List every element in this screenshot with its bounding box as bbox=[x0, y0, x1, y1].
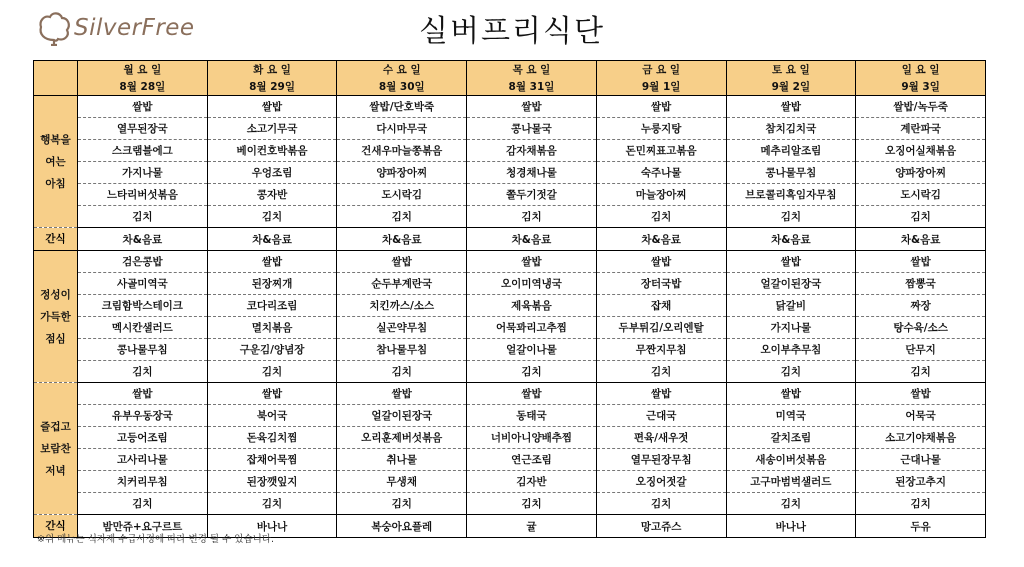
dish-cell: 유부우동장국 bbox=[78, 405, 208, 427]
dish-cell: 쌀밥 bbox=[596, 383, 726, 405]
dish-cell: 연근조림 bbox=[467, 449, 597, 471]
meal-label-line: 행복을 bbox=[40, 133, 71, 146]
dish-cell: 된장찌개 bbox=[207, 273, 337, 295]
dish-cell: 바나나 bbox=[207, 515, 337, 538]
dish-cell: 짬뽕국 bbox=[856, 273, 986, 295]
breakfast-row bbox=[34, 162, 986, 184]
day-header: 금 요 일 bbox=[596, 61, 726, 79]
dish-cell: 다시마무국 bbox=[337, 118, 467, 140]
dish-cell: 스크램블에그 bbox=[78, 140, 208, 162]
dinner-row bbox=[34, 427, 986, 449]
meal-label-snack2: 간식 bbox=[34, 515, 78, 538]
date-header: 9월 2일 bbox=[726, 78, 856, 96]
lunch-row bbox=[34, 295, 986, 317]
dish-cell: 두부튀김/오리엔탈 bbox=[596, 317, 726, 339]
dish-cell: 메추리알조림 bbox=[726, 140, 856, 162]
dish-cell: 참치김치국 bbox=[726, 118, 856, 140]
dish-cell: 구운김/양념장 bbox=[207, 339, 337, 361]
dish-cell: 김치 bbox=[337, 493, 467, 515]
dish-cell: 차&음료 bbox=[78, 228, 208, 251]
dish-cell: 복숭아요플레 bbox=[337, 515, 467, 538]
meal-label-line: 정성이 bbox=[40, 288, 71, 301]
menu-table bbox=[33, 60, 986, 538]
dish-cell: 양파장아찌 bbox=[856, 162, 986, 184]
dish-cell: 쌀밥 bbox=[726, 251, 856, 273]
dish-cell: 얼갈이된장국 bbox=[726, 273, 856, 295]
day-header-row bbox=[34, 61, 986, 79]
dish-cell: 쌀밥 bbox=[467, 251, 597, 273]
dish-cell: 차&음료 bbox=[337, 228, 467, 251]
dish-cell: 김자반 bbox=[467, 471, 597, 493]
dish-cell: 차&음료 bbox=[726, 228, 856, 251]
dish-cell: 무짠지무침 bbox=[596, 339, 726, 361]
dish-cell: 느타리버섯볶음 bbox=[78, 184, 208, 206]
dish-cell: 고구마범벅샐러드 bbox=[726, 471, 856, 493]
dish-cell: 된장고추지 bbox=[856, 471, 986, 493]
dish-cell: 김치 bbox=[596, 361, 726, 383]
date-header-row bbox=[34, 78, 986, 96]
dish-cell: 김치 bbox=[78, 361, 208, 383]
dish-cell: 쫄두기젓갈 bbox=[467, 184, 597, 206]
dish-cell: 잡채어묵찜 bbox=[207, 449, 337, 471]
dish-cell: 쌀밥 bbox=[467, 383, 597, 405]
meal-label-snack1: 간식 bbox=[34, 228, 78, 251]
lunch-row bbox=[34, 251, 986, 273]
dish-cell: 김치 bbox=[337, 361, 467, 383]
date-header: 9월 3일 bbox=[856, 78, 986, 96]
dish-cell: 쌀밥 bbox=[467, 96, 597, 118]
dish-cell: 북어국 bbox=[207, 405, 337, 427]
dish-cell: 갈치조림 bbox=[726, 427, 856, 449]
dish-cell: 제육볶음 bbox=[467, 295, 597, 317]
dish-cell: 청경채나물 bbox=[467, 162, 597, 184]
dinner-row bbox=[34, 471, 986, 493]
lunch-row bbox=[34, 273, 986, 295]
breakfast-row bbox=[34, 118, 986, 140]
meal-label-line: 즐겁고 bbox=[40, 420, 71, 433]
date-header: 8월 30일 bbox=[337, 78, 467, 96]
dish-cell: 얼갈이나물 bbox=[467, 339, 597, 361]
dish-cell: 멸치볶음 bbox=[207, 317, 337, 339]
dish-cell: 소고기야채볶음 bbox=[856, 427, 986, 449]
meal-label-line: 보람찬 bbox=[40, 442, 71, 455]
dish-cell: 소고기무국 bbox=[207, 118, 337, 140]
date-header: 9월 1일 bbox=[596, 78, 726, 96]
dish-cell: 열무된장무침 bbox=[596, 449, 726, 471]
dish-cell: 김치 bbox=[207, 493, 337, 515]
dish-cell: 콩나물무침 bbox=[726, 162, 856, 184]
dish-cell: 김치 bbox=[856, 206, 986, 228]
dish-cell: 크림함박스테이크 bbox=[78, 295, 208, 317]
dish-cell: 새송이버섯볶음 bbox=[726, 449, 856, 471]
dish-cell: 콩자반 bbox=[207, 184, 337, 206]
dish-cell: 김치 bbox=[467, 206, 597, 228]
day-header: 수 요 일 bbox=[337, 61, 467, 79]
dish-cell: 두유 bbox=[856, 515, 986, 538]
day-header: 일 요 일 bbox=[856, 61, 986, 79]
dish-cell: 바나나 bbox=[726, 515, 856, 538]
dish-cell: 탕수육/소스 bbox=[856, 317, 986, 339]
footnote: ※위 메뉴는 식자재 수급사정에 따라 변경 될 수 있습니다. bbox=[37, 534, 275, 545]
dinner-row bbox=[34, 449, 986, 471]
dish-cell: 차&음료 bbox=[467, 228, 597, 251]
dish-cell: 쌀밥 bbox=[856, 251, 986, 273]
dish-cell: 단무지 bbox=[856, 339, 986, 361]
day-header: 토 요 일 bbox=[726, 61, 856, 79]
dish-cell: 오리훈제버섯볶음 bbox=[337, 427, 467, 449]
dish-cell: 도시락김 bbox=[337, 184, 467, 206]
dish-cell: 멕시칸샐러드 bbox=[78, 317, 208, 339]
dish-cell: 쌀밥 bbox=[207, 96, 337, 118]
dish-cell: 계란파국 bbox=[856, 118, 986, 140]
dish-cell: 김치 bbox=[78, 493, 208, 515]
dish-cell: 김치 bbox=[856, 493, 986, 515]
lunch-row bbox=[34, 339, 986, 361]
dish-cell: 검은콩밥 bbox=[78, 251, 208, 273]
dish-cell: 김치 bbox=[726, 493, 856, 515]
dish-cell: 사골미역국 bbox=[78, 273, 208, 295]
meal-label-line: 아침 bbox=[45, 177, 66, 190]
dish-cell: 오이부추무침 bbox=[726, 339, 856, 361]
dish-cell: 누룽지탕 bbox=[596, 118, 726, 140]
dish-cell: 얼갈이된장국 bbox=[337, 405, 467, 427]
dish-cell: 김치 bbox=[467, 361, 597, 383]
breakfast-row bbox=[34, 184, 986, 206]
dish-cell: 쌀밥 bbox=[726, 383, 856, 405]
corner-cell bbox=[34, 78, 78, 96]
dish-cell: 감자채볶음 bbox=[467, 140, 597, 162]
breakfast-row bbox=[34, 140, 986, 162]
dish-cell: 밤만쥬+요구르트 bbox=[78, 515, 208, 538]
dish-cell: 무생채 bbox=[337, 471, 467, 493]
snack1-row bbox=[34, 228, 986, 251]
dish-cell: 치킨까스/소스 bbox=[337, 295, 467, 317]
dish-cell: 김치 bbox=[337, 206, 467, 228]
dish-cell: 베이컨호박볶음 bbox=[207, 140, 337, 162]
meal-label-lunch bbox=[34, 251, 78, 383]
meal-label-breakfast bbox=[34, 96, 78, 228]
dish-cell: 쌀밥 bbox=[856, 383, 986, 405]
dish-cell: 망고쥬스 bbox=[596, 515, 726, 538]
dish-cell: 쌀밥 bbox=[596, 96, 726, 118]
meal-label-line: 여는 bbox=[45, 155, 66, 168]
dish-cell: 취나물 bbox=[337, 449, 467, 471]
meal-label-dinner bbox=[34, 383, 78, 515]
corner-cell bbox=[34, 61, 78, 79]
dish-cell: 잡채 bbox=[596, 295, 726, 317]
date-header: 8월 28일 bbox=[78, 78, 208, 96]
dish-cell: 브로콜리흑임자무침 bbox=[726, 184, 856, 206]
dish-cell: 참나물무침 bbox=[337, 339, 467, 361]
dish-cell: 어묵국 bbox=[856, 405, 986, 427]
dish-cell: 김치 bbox=[207, 361, 337, 383]
dish-cell: 도시락김 bbox=[856, 184, 986, 206]
breakfast-row bbox=[34, 96, 986, 118]
dish-cell: 편육/새우젓 bbox=[596, 427, 726, 449]
lunch-row bbox=[34, 361, 986, 383]
date-header: 8월 29일 bbox=[207, 78, 337, 96]
dish-cell: 김치 bbox=[78, 206, 208, 228]
dish-cell: 김치 bbox=[726, 361, 856, 383]
dish-cell: 김치 bbox=[726, 206, 856, 228]
dish-cell: 가지나물 bbox=[726, 317, 856, 339]
dish-cell: 쌀밥 bbox=[337, 383, 467, 405]
day-header: 화 요 일 bbox=[207, 61, 337, 79]
dish-cell: 된장깻잎지 bbox=[207, 471, 337, 493]
dish-cell: 쌀밥 bbox=[207, 251, 337, 273]
dish-cell: 쌀밥 bbox=[596, 251, 726, 273]
dish-cell: 열무된장국 bbox=[78, 118, 208, 140]
dish-cell: 어묵꽈리고추찜 bbox=[467, 317, 597, 339]
dish-cell: 고사리나물 bbox=[78, 449, 208, 471]
dish-cell: 김치 bbox=[467, 493, 597, 515]
dish-cell: 동태국 bbox=[467, 405, 597, 427]
meal-label-line: 가득한 bbox=[40, 310, 71, 323]
meal-label-line: 점심 bbox=[45, 332, 66, 345]
page-title: 실버프리식단 bbox=[419, 14, 605, 49]
dish-cell: 쌀밥 bbox=[726, 96, 856, 118]
dish-cell: 돈민찌표고볶음 bbox=[596, 140, 726, 162]
dish-cell: 치커리무침 bbox=[78, 471, 208, 493]
dish-cell: 돈육김치찜 bbox=[207, 427, 337, 449]
day-header: 월 요 일 bbox=[78, 61, 208, 79]
dish-cell: 근대나물 bbox=[856, 449, 986, 471]
dish-cell: 차&음료 bbox=[207, 228, 337, 251]
dish-cell: 미역국 bbox=[726, 405, 856, 427]
dinner-row bbox=[34, 405, 986, 427]
day-header: 목 요 일 bbox=[467, 61, 597, 79]
dish-cell: 김치 bbox=[596, 493, 726, 515]
dish-cell: 너비아니양배추찜 bbox=[467, 427, 597, 449]
dish-cell: 오이미역냉국 bbox=[467, 273, 597, 295]
lunch-row bbox=[34, 317, 986, 339]
dish-cell: 김치 bbox=[207, 206, 337, 228]
dish-cell: 오징어젓갈 bbox=[596, 471, 726, 493]
dish-cell: 쌀밥 bbox=[78, 383, 208, 405]
dish-cell: 차&음료 bbox=[596, 228, 726, 251]
dish-cell: 건새우마늘쫑볶음 bbox=[337, 140, 467, 162]
dish-cell: 양파장아찌 bbox=[337, 162, 467, 184]
breakfast-row bbox=[34, 206, 986, 228]
dish-cell: 숙주나물 bbox=[596, 162, 726, 184]
dish-cell: 쌀밥/녹두죽 bbox=[856, 96, 986, 118]
dish-cell: 실곤약무침 bbox=[337, 317, 467, 339]
dinner-row bbox=[34, 383, 986, 405]
dish-cell: 닭갈비 bbox=[726, 295, 856, 317]
dish-cell: 우엉조림 bbox=[207, 162, 337, 184]
dish-cell: 가지나물 bbox=[78, 162, 208, 184]
dish-cell: 고등어조림 bbox=[78, 427, 208, 449]
dish-cell: 짜장 bbox=[856, 295, 986, 317]
dish-cell: 쌀밥 bbox=[78, 96, 208, 118]
dish-cell: 마늘장아찌 bbox=[596, 184, 726, 206]
dish-cell: 오징어실채볶음 bbox=[856, 140, 986, 162]
dish-cell: 김치 bbox=[596, 206, 726, 228]
dish-cell: 장터국밥 bbox=[596, 273, 726, 295]
dish-cell: 근대국 bbox=[596, 405, 726, 427]
meal-label-line: 저녁 bbox=[45, 464, 66, 477]
dish-cell: 김치 bbox=[856, 361, 986, 383]
header bbox=[0, 0, 1024, 58]
dish-cell: 콩나물무침 bbox=[78, 339, 208, 361]
dish-cell: 순두부계란국 bbox=[337, 273, 467, 295]
dish-cell: 쌀밥 bbox=[207, 383, 337, 405]
dish-cell: 귤 bbox=[467, 515, 597, 538]
logo-text: SilverFree bbox=[74, 15, 195, 41]
dish-cell: 쌀밥/단호박죽 bbox=[337, 96, 467, 118]
dish-cell: 쌀밥 bbox=[337, 251, 467, 273]
menu-body bbox=[34, 96, 986, 538]
dish-cell: 코다리조림 bbox=[207, 295, 337, 317]
date-header: 8월 31일 bbox=[467, 78, 597, 96]
dish-cell: 차&음료 bbox=[856, 228, 986, 251]
dinner-row bbox=[34, 493, 986, 515]
dish-cell: 콩나물국 bbox=[467, 118, 597, 140]
